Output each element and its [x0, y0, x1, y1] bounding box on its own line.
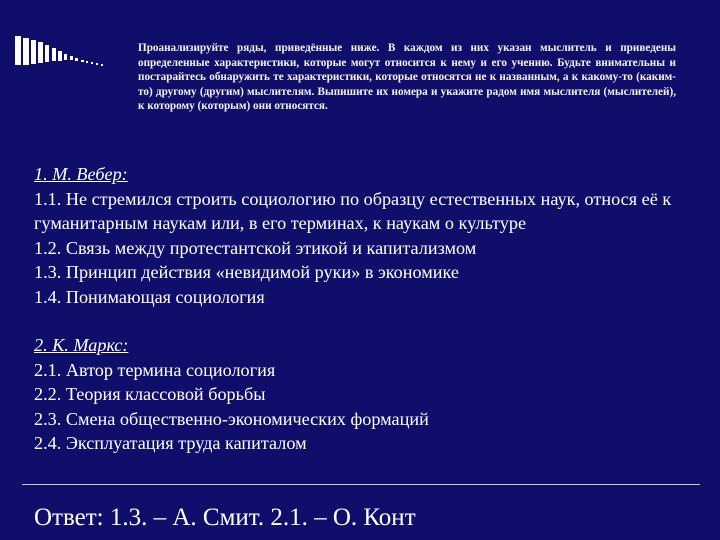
slide-content: [34, 162, 674, 456]
decorative-bar: [96, 63, 98, 65]
section-weber: [34, 162, 674, 309]
section-heading: 1. М. Вебер:: [34, 164, 128, 184]
decorative-bar: [81, 60, 84, 62]
decorative-bar: [101, 64, 103, 66]
list-item: 2.2. Теория классовой борьбы: [34, 384, 266, 404]
decorative-bar: [91, 62, 93, 64]
list-item: 2.1. Автор термина социология: [34, 359, 276, 380]
decorative-bars: [0, 0, 140, 70]
section-heading: 2. К. Маркс:: [34, 335, 129, 355]
list-item: 1.3. Принцип действия «невидимой руки» в экономике: [34, 262, 459, 282]
section-marx: [34, 333, 674, 456]
decorative-bar: [45, 45, 49, 62]
list-item: 2.3. Смена общественно-экономических формаций: [34, 408, 429, 429]
divider-line: [22, 484, 700, 485]
decorative-bar: [58, 51, 62, 61]
decorative-bar: [23, 38, 29, 65]
decorative-bar: [31, 40, 36, 64]
decorative-bar: [75, 58, 78, 61]
decorative-bar: [38, 42, 43, 63]
decorative-bar: [52, 48, 56, 61]
decorative-bar: [64, 54, 67, 60]
instruction-text: Проанализируйте ряды, приведённые ниже. В каждом из них указан мыслитель и приведены определенные характеристики, которые могут относится к нему и его учению. Будьте внимательны и постарайтесь обнаружить те характеристики, которые относятся не к названным, а к какому-то (каким-то) другому (другим) мыслителям. Выпишите их номера и укажите радом имя мыслителя (мыслителей), к которому (которым) они относятся.: [138, 42, 676, 113]
list-item: 1.4. Понимающая социология: [34, 286, 265, 307]
list-item: 1.2. Связь между протестантской этикой и капитализмом: [34, 237, 477, 258]
decorative-bar: [86, 61, 88, 63]
list-item: 1.1. Не стремился строить социологию по образцу естественных наук, относя её к гуманитарным наукам или, в его терминах, к наукам о культуре: [34, 188, 672, 233]
list-item: 2.4. Эксплуатация труда капиталом: [34, 433, 307, 453]
answer-text: Ответ: 1.3. – А. Смит. 2.1. – О. Конт: [34, 504, 416, 531]
decorative-bar: [70, 56, 73, 60]
decorative-bar: [15, 36, 21, 65]
